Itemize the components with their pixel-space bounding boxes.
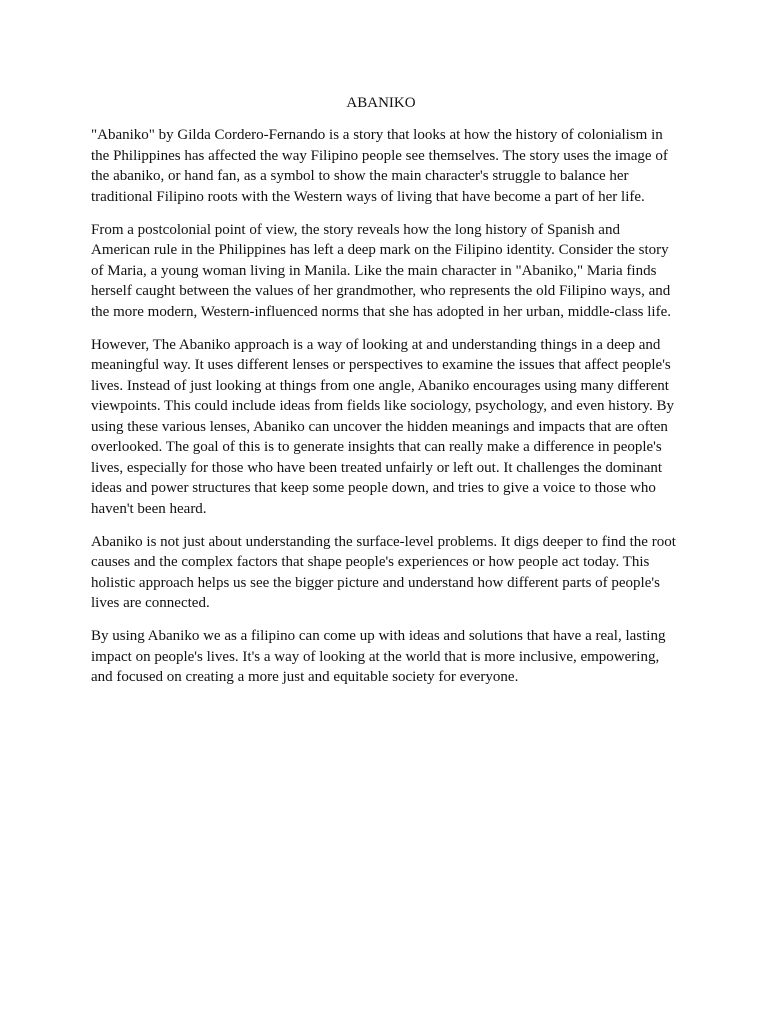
paragraph-4: Abaniko is not just about understanding the surface-level problems. It digs deeper to find the root causes and the complex factors that shape people's experiences or how people act today. This holistic approach helps us see the bigger picture and understand how different parts of people's lives are connected.	[91, 533, 676, 611]
paragraph-2: From a postcolonial point of view, the story reveals how the long history of Spanish and American rule in the Philippines has left a deep mark on the Filipino identity. Consider the story of Maria, a young woman living in Manila. Like the main character in "Abaniko," Maria finds herself caught between the values of her grandmother, who represents the old Filipino ways, and the more modern, Western-influenced norms that she has adopted in her urban, middle-class life.	[91, 221, 672, 320]
document-body	[91, 125, 681, 700]
paragraph-1: "Abaniko" by Gilda Cordero-Fernando is a story that looks at how the history of colonialism in the Philippines has affected the way Filipino people see themselves. The story uses the image of the abaniko, or hand fan, as a symbol to show the main character's struggle to balance her traditional Filipino roots with the Western ways of living that have become a part of her life.	[91, 127, 668, 205]
document-title: ABANIKO	[346, 95, 416, 111]
paragraph-3: However, The Abaniko approach is a way of looking at and understanding things in a deep and meaningful way. It uses different lenses or perspectives to examine the issues that affect people's lives. Instead of just looking at things from one angle, Abaniko encourages using many different viewpoints. This could include ideas from fields like sociology, psychology, and even history. By using these various lenses, Abaniko can uncover the hidden meanings and impacts that are often overlooked. The goal of this is to generate insights that can really make a difference in people's lives, especially for those who have been treated unfairly or left out. It challenges the dominant ideas and power structures that keep some people down, and tries to give a voice to those who haven't been heard.	[91, 336, 674, 517]
paragraph-5: By using Abaniko we as a filipino can come up with ideas and solutions that have a real, lasting impact on people's lives. It's a way of looking at the world that is more inclusive, empowering, and focused on creating a more just and equitable society for everyone.	[91, 628, 666, 685]
